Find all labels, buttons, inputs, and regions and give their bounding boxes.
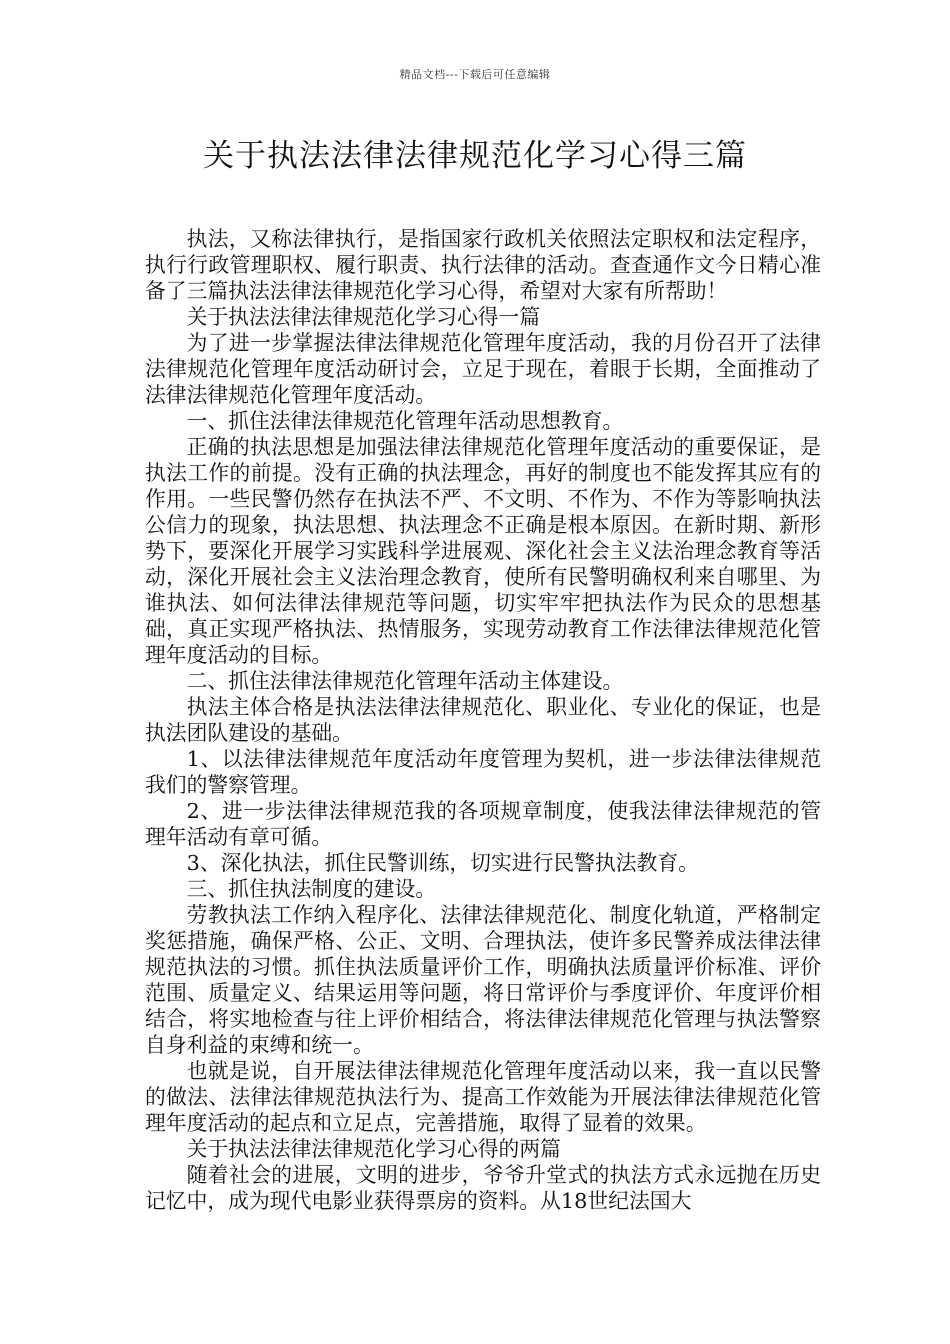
paragraph: 正确的执法思想是加强法律法律规范化管理年度活动的重要保证，是执法工作的前提。没有正确的执法理念，再好的制度也不能发挥其应有的作用。一些民警仍然存在执法不严、不文明、不作为、不作为等影响执法公信力的现象，执法思想、执法理念不正确是根本原因。在新时期、新形势下，要深化开展学习实践科学进展观、深化社会主义法治理念教育等活动，深化开展社会主义法治理念教育，使所有民警明确权利来自哪里、为谁执法、如何法律法律规范等问题，切实牢牢把执法作为民众的思想基础，真正实现严格执法、热情服务，实现劳动教育工作法律法律规范化管理年度活动的目标。 [145,435,821,667]
subheading: 一、抓住法律法律规范化管理年活动思想教育。 [186,409,624,433]
document-body [145,226,821,1214]
section-heading: 关于执法法律法律规范化学习心得一篇 [186,305,541,329]
section-heading: 关于执法法律法律规范化学习心得的两篇 [186,1137,561,1161]
subheading: 三、抓住执法制度的建设。 [186,877,437,901]
paragraph: 劳教执法工作纳入程序化、法律法律规范化、制度化轨道，严格制定奖惩措施，确保严格、公正、文明、合理执法，使许多民警养成法律法律规范执法的习惯。抓住执法质量评价工作，明确执法质量评价标准、评价范围、质量定义、结果运用等问题，将日常评价与季度评价、年度评价相结合，将实地检查与往上评价相结合，将法律法律规范化管理与执法警察自身利益的束缚和统一。 [145,903,821,1057]
list-item: 2、进一步法律法律规范我的各项规章制度，使我法律法律规范的管理年活动有章可循。 [145,799,821,849]
paragraph: 也就是说，自开展法律法律规范化管理年度活动以来，我一直以民警的做法、法律法律规范执法行为、提高工作效能为开展法律法律规范化管理年度活动的起点和立足点，完善措施，取得了显着的效果。 [145,1059,821,1135]
paragraph: 为了进一步掌握法律法律规范化管理年度活动，我的月份召开了法律法律规范化管理年度活动研讨会，立足于现在，着眼于长期，全面推动了法律法律规范化管理年度活动。 [145,331,821,407]
paragraph: 执法，又称法律执行，是指国家行政机关依照法定职权和法定程序，执行行政管理职权、履行职责、执行法律的活动。查查通作文今日精心准备了三篇执法法律法律规范化学习心得，希望对大家有所帮助！ [145,227,821,303]
paragraph: 随着社会的进展，文明的进步，爷爷升堂式的执法方式永远抛在历史记忆中，成为现代电影业获得票房的资料。从18世纪法国大 [145,1163,821,1213]
list-item: 3、深化执法，抓住民警训练，切实进行民警执法教育。 [186,851,699,875]
header-note: 精品文档---下载后可任意编辑 [399,68,551,81]
document-title: 关于执法法律法律规范化学习心得三篇 [203,138,747,174]
list-item: 1、以法律法律规范年度活动年度管理为契机，进一步法律法律规范我们的警察管理。 [145,747,821,797]
paragraph: 执法主体合格是执法法律法律规范化、职业化、专业化的保证，也是执法团队建设的基础。 [145,695,821,745]
subheading: 二、抓住法律法律规范化管理年活动主体建设。 [186,669,624,693]
